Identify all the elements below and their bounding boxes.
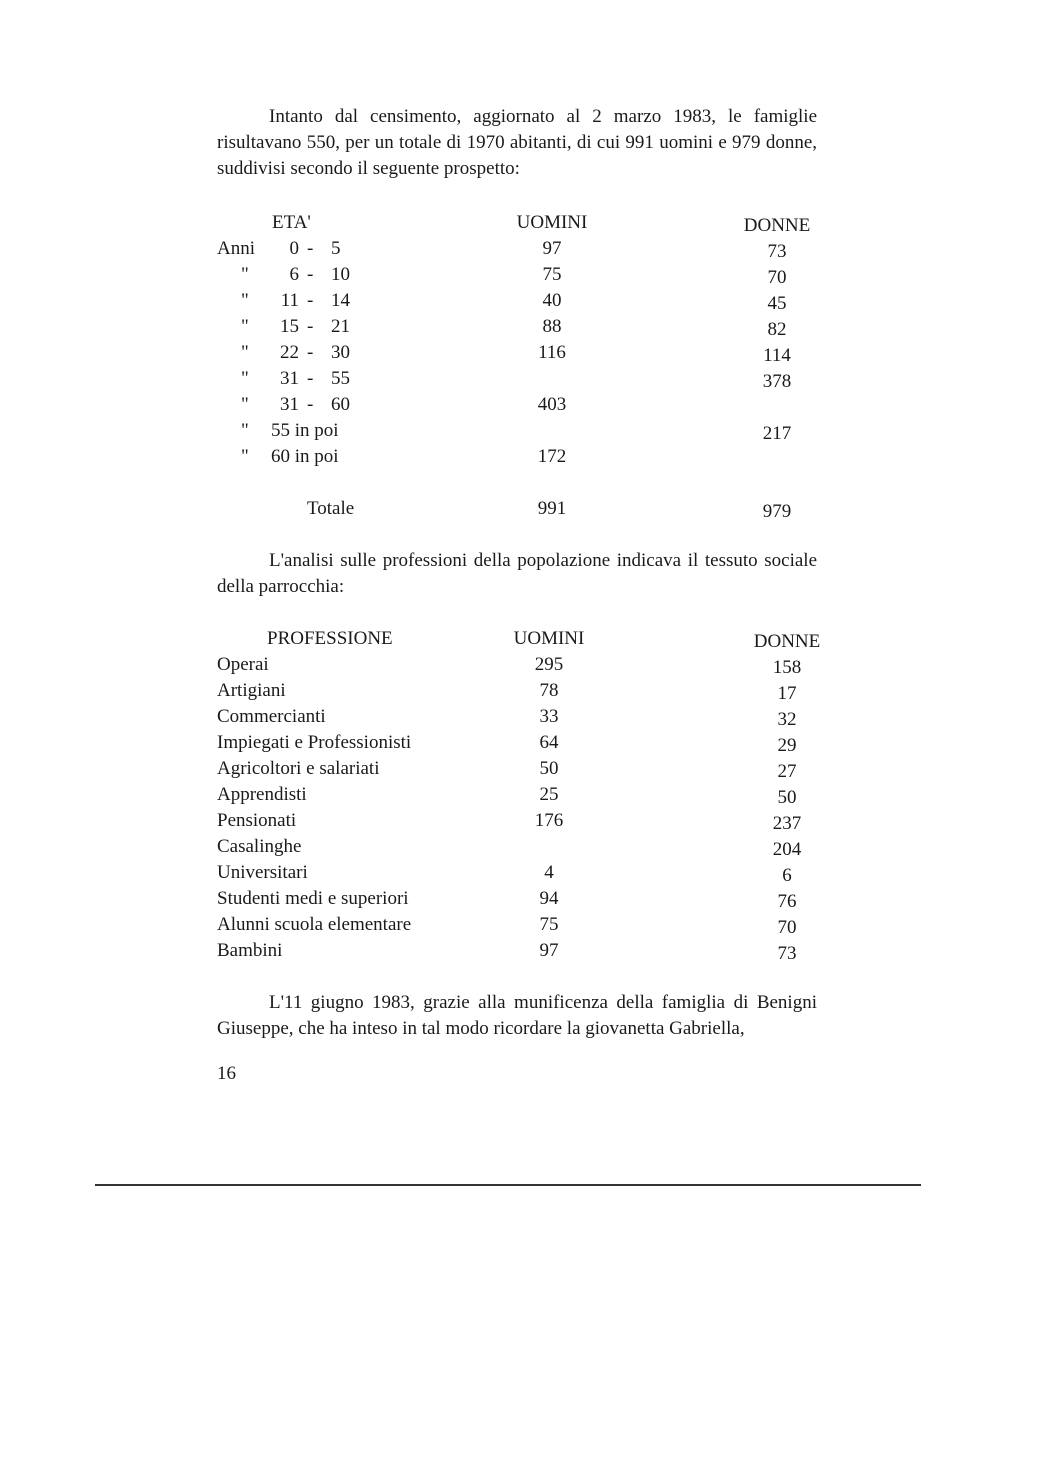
men-value: 25 <box>539 784 559 805</box>
men-value: 75 <box>539 914 559 935</box>
table-row <box>217 418 837 444</box>
age-dash: - <box>307 342 314 363</box>
age-from: 6 <box>289 264 299 285</box>
women-value: 29 <box>777 735 797 756</box>
page-number: 16 <box>217 1063 236 1084</box>
women-value: 76 <box>777 891 797 912</box>
women-value: 6 <box>782 865 792 886</box>
women-value: 73 <box>777 943 797 964</box>
age-to: 60 <box>331 394 350 415</box>
bottom-rule <box>95 1184 921 1186</box>
table-row <box>217 834 837 860</box>
age-to: 10 <box>331 264 350 285</box>
men-value: 94 <box>539 888 559 909</box>
men-value: 116 <box>538 342 566 363</box>
age-to: 14 <box>331 290 350 311</box>
profession-name: Commercianti <box>217 706 326 727</box>
age-open-range: 60 in poi <box>271 446 339 467</box>
ditto-mark: " <box>241 342 249 363</box>
men-value: 176 <box>534 810 564 831</box>
closing-paragraph <box>217 990 817 1042</box>
table-row <box>217 704 837 730</box>
men-value: 97 <box>539 940 559 961</box>
men-value: 75 <box>542 264 562 285</box>
women-value: 204 <box>772 839 802 860</box>
men-header: UOMINI <box>516 212 588 233</box>
age-dash: - <box>307 368 314 389</box>
men-value: 403 <box>537 394 567 415</box>
table-row <box>217 756 837 782</box>
men-value: 64 <box>539 732 559 753</box>
table-row <box>217 314 837 340</box>
table-row <box>217 782 837 808</box>
women-value: 217 <box>762 423 792 444</box>
total-label: Totale <box>307 498 355 519</box>
men-value: 4 <box>544 862 554 883</box>
ditto-mark: " <box>241 420 249 441</box>
men-value: 40 <box>542 290 562 311</box>
women-value: 73 <box>767 241 787 262</box>
profession-table-header <box>217 626 837 652</box>
women-value: 158 <box>772 657 802 678</box>
age-from: 22 <box>280 342 299 363</box>
table-row <box>217 808 837 834</box>
table-row <box>217 262 837 288</box>
age-dash: - <box>307 394 314 415</box>
age-to: 55 <box>331 368 350 389</box>
ditto-mark: " <box>241 290 249 311</box>
women-header: DONNE <box>743 215 811 236</box>
age-from: 15 <box>280 316 299 337</box>
profession-name: Alunni scuola elementare <box>217 914 412 935</box>
age-dash: - <box>307 290 314 311</box>
profession-table <box>217 626 837 964</box>
men-value: 88 <box>542 316 562 337</box>
profession-name: Universitari <box>217 862 308 883</box>
profession-name: Operai <box>217 654 269 675</box>
men-value: 50 <box>539 758 559 779</box>
women-value: 27 <box>777 761 797 782</box>
men-value: 172 <box>537 446 567 467</box>
women-value: 50 <box>777 787 797 808</box>
age-from: 31 <box>280 394 299 415</box>
total-row <box>217 496 837 522</box>
total-men: 991 <box>537 498 567 519</box>
table-row <box>217 678 837 704</box>
table-row <box>217 938 837 964</box>
table-row <box>217 886 837 912</box>
women-value: 378 <box>762 371 792 392</box>
men-header: UOMINI <box>513 628 585 649</box>
men-value: 33 <box>539 706 559 727</box>
age-row-label: Anni <box>217 238 255 259</box>
men-value: 97 <box>542 238 562 259</box>
age-open-range: 55 in poi <box>271 420 339 441</box>
closing-text: L'11 giugno 1983, grazie alla munificenza della famiglia di Benigni Giuseppe, che ha inteso in tal modo ricordare la giovanetta Gabriella, <box>217 992 817 1039</box>
profession-name: Studenti medi e superiori <box>217 888 409 909</box>
intro-text: Intanto dal censimento, aggiornato al 2 marzo 1983, le famiglie risultavano 550, per un totale di 1970 abitanti, di cui 991 uomini e 979 donne, suddivisi secondo il seguente prospetto: <box>217 106 817 179</box>
men-value: 295 <box>534 654 564 675</box>
age-from: 31 <box>280 368 299 389</box>
profession-name: Artigiani <box>217 680 286 701</box>
women-header: DONNE <box>753 631 821 652</box>
profession-name: Apprendisti <box>217 784 307 805</box>
men-value: 78 <box>539 680 559 701</box>
age-to: 21 <box>331 316 350 337</box>
total-women: 979 <box>762 501 792 522</box>
table-row <box>217 288 837 314</box>
table-row <box>217 730 837 756</box>
age-to: 5 <box>331 238 341 259</box>
intro-paragraph <box>217 104 817 182</box>
profession-intro-paragraph <box>217 548 817 600</box>
ditto-mark: " <box>241 264 249 285</box>
profession-name: Bambini <box>217 940 283 961</box>
table-row <box>217 392 837 418</box>
table-row <box>217 860 837 886</box>
age-from: 0 <box>289 238 299 259</box>
women-value: 237 <box>772 813 802 834</box>
age-dash: - <box>307 238 314 259</box>
age-header: ETA' <box>272 212 311 233</box>
table-row <box>217 340 837 366</box>
women-value: 82 <box>767 319 787 340</box>
profession-header: PROFESSIONE <box>267 628 393 649</box>
women-value: 32 <box>777 709 797 730</box>
profession-intro-text: L'analisi sulle professioni della popolazione indicava il tessuto sociale della parrocchia: <box>217 550 817 597</box>
table-row <box>217 236 837 262</box>
table-row <box>217 912 837 938</box>
women-value: 70 <box>777 917 797 938</box>
profession-name: Impiegati e Professionisti <box>217 732 412 753</box>
women-value: 70 <box>767 267 787 288</box>
age-dash: - <box>307 264 314 285</box>
women-value: 17 <box>777 683 797 704</box>
women-value: 45 <box>767 293 787 314</box>
table-row <box>217 652 837 678</box>
ditto-mark: " <box>241 394 249 415</box>
profession-name: Pensionati <box>217 810 297 831</box>
ditto-mark: " <box>241 316 249 337</box>
age-to: 30 <box>331 342 350 363</box>
table-row <box>217 444 837 470</box>
age-dash: - <box>307 316 314 337</box>
ditto-mark: " <box>241 446 249 467</box>
age-table <box>217 210 837 522</box>
age-table-header <box>217 210 837 236</box>
ditto-mark: " <box>241 368 249 389</box>
profession-name: Casalinghe <box>217 836 302 857</box>
profession-name: Agricoltori e salariati <box>217 758 380 779</box>
table-row <box>217 366 837 392</box>
age-from: 11 <box>280 290 299 311</box>
women-value: 114 <box>763 345 791 366</box>
